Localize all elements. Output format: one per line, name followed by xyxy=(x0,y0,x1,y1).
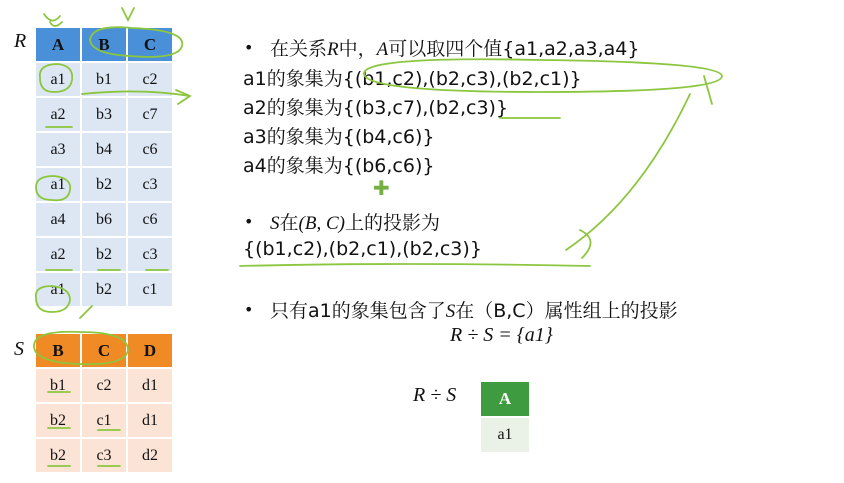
relation-s-table xyxy=(34,332,174,474)
text-fragment: 可以取四个值{a1,a2,a3,a4} xyxy=(388,38,640,60)
table-cell: a1 xyxy=(36,168,80,201)
text-fragment: 在关系 xyxy=(270,38,328,60)
math-s: S xyxy=(270,213,280,234)
projection-set: {(b1,c2),(b2,c1),(b2,c3)} xyxy=(243,238,482,260)
bullet-marker: • xyxy=(244,300,254,319)
table-cell: a2 xyxy=(36,98,80,131)
relation-r-header-a: A xyxy=(36,28,80,61)
image-set-a4: a4的象集为{(b6,c6)} xyxy=(243,155,435,177)
bullet-3-text xyxy=(270,296,678,323)
relation-s-header-b: B xyxy=(36,334,80,367)
ink-mark xyxy=(122,8,134,20)
table-cell: a1 xyxy=(36,273,80,306)
text-fragment: 上的投影为 xyxy=(344,212,440,234)
table-cell: b4 xyxy=(82,133,126,166)
table-cell: c1 xyxy=(128,273,172,306)
result-label: R ÷ S xyxy=(413,384,457,406)
text-fragment: 只有a1的象集包含了 xyxy=(270,300,446,322)
table-cell: c3 xyxy=(128,168,172,201)
table-row xyxy=(36,203,172,236)
ink-mark xyxy=(240,264,590,266)
table-row xyxy=(481,417,529,452)
relation-r-header-b: B xyxy=(82,28,126,61)
table-row xyxy=(36,273,172,306)
table-cell: d2 xyxy=(128,439,172,472)
table-cell: b6 xyxy=(82,203,126,236)
table-cell: b1 xyxy=(36,369,80,402)
table-cell: b2 xyxy=(36,439,80,472)
ink-mark xyxy=(580,230,591,258)
math-s: S xyxy=(445,301,456,322)
bullet-2-intro xyxy=(270,208,440,235)
image-set-a2: a2的象集为{(b3,c7),(b2,c3)} xyxy=(243,97,509,119)
table-cell: c2 xyxy=(82,369,126,402)
table-cell: c3 xyxy=(82,439,126,472)
table-cell: a2 xyxy=(36,238,80,271)
relation-r-table xyxy=(34,26,174,308)
relation-s-label: S xyxy=(14,338,24,360)
image-set-a1: a1的象集为{(b1,c2),(b2,c3),(b2,c1)} xyxy=(243,68,582,90)
table-cell: a1 xyxy=(36,63,80,96)
table-cell: b2 xyxy=(82,273,126,306)
text-fragment: 中， xyxy=(338,38,377,60)
text-fragment: 在（B,C）属性组上的投影 xyxy=(455,300,678,322)
ink-mark xyxy=(44,14,62,26)
bullet-1-intro xyxy=(270,34,639,61)
table-row xyxy=(36,404,172,437)
bullet-marker: • xyxy=(244,38,254,57)
table-row xyxy=(36,439,172,472)
ink-mark xyxy=(566,94,690,250)
table-cell: c6 xyxy=(128,133,172,166)
table-row xyxy=(36,238,172,271)
table-row xyxy=(36,369,172,402)
table-row xyxy=(36,63,172,96)
relation-s-header-c: C xyxy=(82,334,126,367)
plus-icon: ✚ xyxy=(373,176,390,200)
table-cell: c1 xyxy=(82,404,126,437)
math-a: A xyxy=(376,39,389,60)
result-table xyxy=(481,382,529,452)
relation-s-header-d: D xyxy=(128,334,172,367)
table-row xyxy=(36,98,172,131)
math-r: R xyxy=(327,39,339,60)
result-header-row xyxy=(481,382,529,417)
table-cell: b2 xyxy=(36,404,80,437)
table-cell: b2 xyxy=(82,238,126,271)
bullet-marker: • xyxy=(244,212,254,231)
ink-mark xyxy=(704,76,712,104)
text-fragment: 在 xyxy=(279,212,299,234)
table-row xyxy=(36,168,172,201)
result-header-a: A xyxy=(481,382,529,417)
table-cell: b2 xyxy=(82,168,126,201)
relation-r-header-c: C xyxy=(128,28,172,61)
relation-r-header-row xyxy=(36,28,172,61)
table-cell: c3 xyxy=(128,238,172,271)
relation-s-header-row xyxy=(36,334,172,367)
table-cell: c6 xyxy=(128,203,172,236)
table-cell: c2 xyxy=(128,63,172,96)
image-set-a3: a3的象集为{(b4,c6)} xyxy=(243,126,435,148)
table-cell: d1 xyxy=(128,404,172,437)
table-cell: a1 xyxy=(481,417,529,452)
relation-r-label: R xyxy=(14,30,27,52)
table-cell: c7 xyxy=(128,98,172,131)
table-cell: a4 xyxy=(36,203,80,236)
table-cell: a3 xyxy=(36,133,80,166)
table-cell: b1 xyxy=(82,63,126,96)
table-cell: b3 xyxy=(82,98,126,131)
table-row xyxy=(36,133,172,166)
math-bc: (B, C) xyxy=(298,213,345,234)
division-equation: R ÷ S = {a1} xyxy=(450,324,553,346)
table-cell: d1 xyxy=(128,369,172,402)
